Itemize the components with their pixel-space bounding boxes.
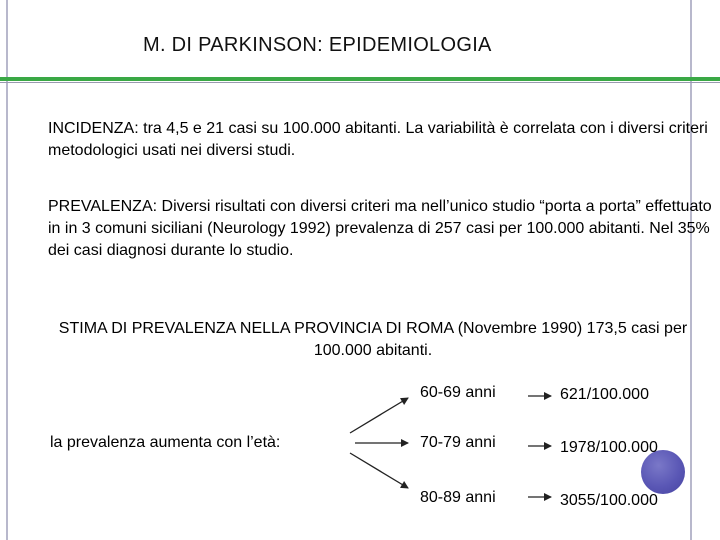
page-title: M. DI PARKINSON: EPIDEMIOLOGIA xyxy=(143,34,492,56)
age-range-80-89: 80-89 anni xyxy=(420,489,496,506)
age-range-60-69: 60-69 anni xyxy=(420,384,496,401)
age-intro-label: la prevalenza aumenta con l’età: xyxy=(50,434,281,451)
age-range-70-79: 70-79 anni xyxy=(420,434,496,451)
prevalence-value-70-79: 1978/100.000 xyxy=(560,439,658,456)
arrow-down-icon xyxy=(350,453,408,488)
prevalenza-paragraph: PREVALENZA: Diversi risultati con diversi criteri ma nell’unico studio “porta a porta” effettuato in in 3 comuni siciliani (Neurology 1992) prevalenza di 257 casi per 100.000 abitanti. Nel 35% dei casi diagnosi durante lo studio. xyxy=(48,198,712,259)
prevalence-value-80-89: 3055/100.000 xyxy=(560,492,658,509)
stima-paragraph: STIMA DI PREVALENZA NELLA PROVINCIA DI ROMA (Novembre 1990) 173,5 casi per 100.000 abitanti. xyxy=(58,320,688,359)
incidenza-paragraph: INCIDENZA: tra 4,5 e 21 casi su 100.000 abitanti. La variabilità è correlata con i diversi criteri metodologici usati nei diversi studi. xyxy=(48,120,708,159)
prevalence-value-60-69: 621/100.000 xyxy=(560,386,649,403)
arrow-up-icon xyxy=(350,398,408,433)
